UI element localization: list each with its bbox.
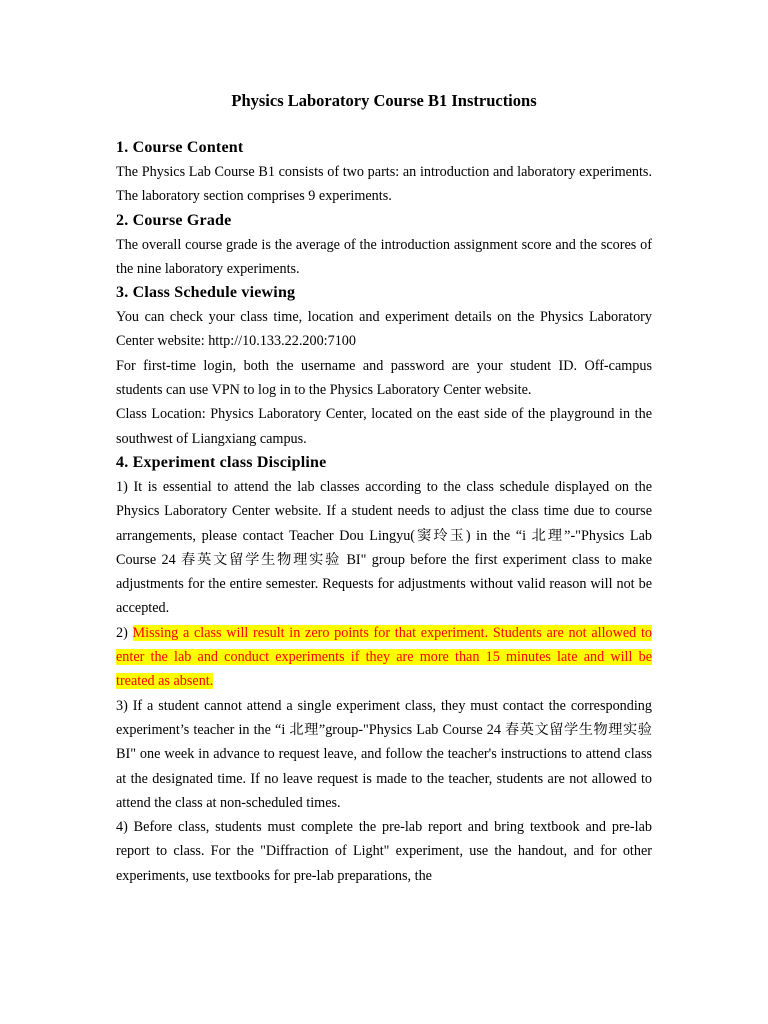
section-course-content [116, 136, 652, 209]
discipline-item-3: 3) If a student cannot attend a single experiment class, they must contact the corresponding experiment’s teacher in the “i 北理”group-"Physics Lab Course 24 春英文留学生物理实验 BI" one week in advance to request leave, and follow the teacher's instructions to attend class at the designated time. If no leave request is made to the teacher, students are not allowed to attend the class at non-scheduled times. [116, 697, 652, 811]
login-info-paragraph: For first-time login, both the username and password are your student ID. Off-campus students can use VPN to log in to the Physics Laboratory Center website. [116, 357, 652, 399]
discipline-item-2 [116, 621, 652, 694]
course-grade-paragraph: The overall course grade is the average of the introduction assignment score and the scores of the nine laboratory experiments. [116, 236, 652, 277]
document-page [116, 86, 652, 888]
section-heading-class-schedule: 3. Class Schedule viewing [116, 284, 296, 302]
section-class-schedule [116, 281, 652, 451]
discipline-item-2-number: 2) [116, 624, 133, 641]
section-heading-course-grade: 2. Course Grade [116, 211, 232, 229]
section-experiment-discipline [116, 451, 652, 888]
discipline-item-4: 4) Before class, students must complete the pre-lab report and bring textbook and pre-lab report to class. For the "Diffraction of Light" experiment, use the handout, and for other experiments, use textbooks for pre-lab preparations, the [116, 819, 652, 884]
document-title: Physics Laboratory Course B1 Instructions [231, 91, 537, 110]
section-course-grade [116, 209, 652, 282]
discipline-item-1: 1) It is essential to attend the lab classes according to the class schedule displayed on the Physics Laboratory Center website. If a student needs to adjust the class time due to course arrangements, please contact Teacher Dou Lingyu(窦玲玉) in the “i 北理”-"Physics Lab Course 24 春英文留学生物理实验 BI" group before the first experiment class to make adjustments for the entire semester. Requests for adjustments without valid reason will not be accepted. [116, 478, 652, 617]
highlighted-warning-text: Missing a class will result in zero points for that experiment. Students are not allowed to enter the lab and conduct experiments if they are more than 15 minutes late and will be treated as absent. [116, 624, 652, 690]
class-location-paragraph: Class Location: Physics Laboratory Center, located on the east side of the playground in the southwest of Liangxiang campus. [116, 406, 652, 447]
section-heading-course-content: 1. Course Content [116, 139, 244, 156]
title-spacer [116, 116, 652, 136]
course-content-paragraph: The Physics Lab Course B1 consists of two parts: an introduction and laboratory experiments. The laboratory section comprises 9 experiments. [116, 164, 652, 205]
section-heading-experiment-discipline: 4. Experiment class Discipline [116, 453, 327, 471]
schedule-website-paragraph: You can check your class time, location and experiment details on the Physics Laboratory Center website: http://10.133.22.200:7100 [116, 309, 652, 350]
